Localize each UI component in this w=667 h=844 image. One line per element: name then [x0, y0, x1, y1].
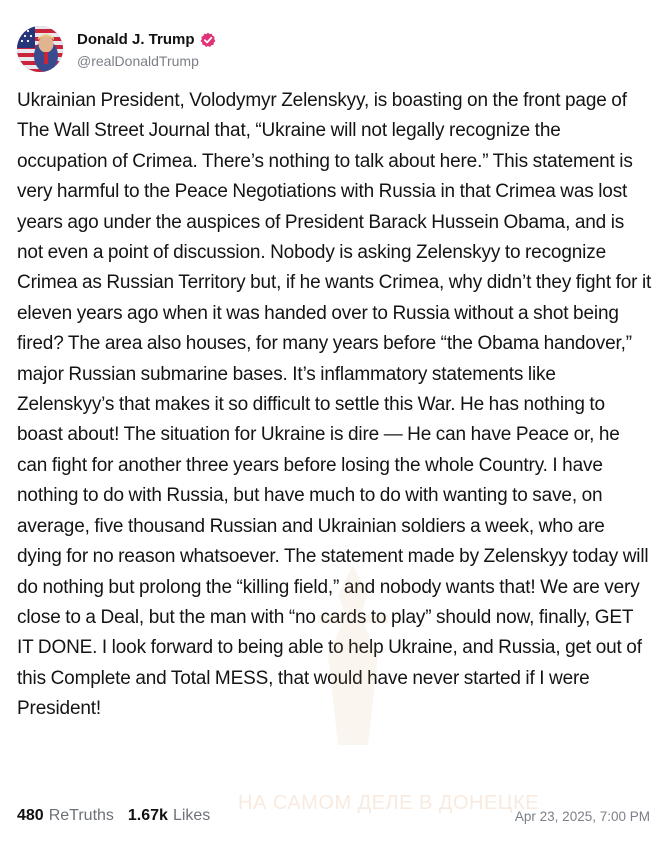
author-display-name[interactable]: Donald J. Trump: [77, 31, 195, 48]
likes-label: Likes: [172, 807, 211, 824]
retruths-count: 480: [17, 807, 44, 824]
post-footer: [17, 803, 650, 829]
likes-count: 1.67k: [127, 807, 168, 824]
post-header: [17, 26, 216, 72]
avatar[interactable]: [17, 26, 63, 72]
author-handle[interactable]: @realDonaldTrump: [77, 52, 199, 69]
retruths-stat[interactable]: [17, 807, 114, 825]
post-text: Ukrainian President, Volodymyr Zelenskyy, is boasting on the front page of The Wall Street Journal that, “Ukraine will not legally recognize the occupation of Crimea. There’s nothing to talk about here.” This statement is very harmful to the Peace Negotiations with Russia in that Crimea was lost years ago under the auspices of President Barack Hussein Obama, and is not even a point of discussion. Nobody is asking Zelenskyy to recognize Crimea as Russian Territory but, if he wants Crimea, why didn’t they fight for it eleven years ago when it was handed over to Russia without a shot being fired? The area also houses, for many years before “the Obama handover,” major Russian submarine bases. It’s inflammatory statements like Zelenskyy’s that makes it so difficult to settle this War. He has nothing to boast about! The situation for Ukraine is dire — He can have Peace or, he can fight for another three years before losing the whole Country. I have nothing to do with Russia, but have much to do with wanting to save, on average, five thousand Russian and Ukrainian soldiers a week, who are dying for no reason whatsoever. The statement made by Zelenskyy today will do nothing but prolong the “killing field,” and nobody wants that! We are very close to a Deal, but the man with “no cards to play” should now, finally, GET IT DONE. I look forward to being able to help Ukraine, and Russia, get out of this Complete and Total MESS, that would have never started if I were President!: [17, 90, 652, 720]
verified-badge-icon: [200, 32, 216, 48]
name-row: [77, 30, 216, 50]
author-block: [77, 30, 216, 69]
likes-stat[interactable]: [128, 807, 210, 825]
profile-photo-flag-icon: [17, 26, 63, 72]
post-timestamp[interactable]: Apr 23, 2025, 7:00 PM: [514, 808, 650, 824]
watermark-text: НА САМОМ ДЕЛЕ В ДОНЕЦКЕ: [238, 792, 540, 814]
retruths-label: ReTruths: [48, 807, 114, 824]
